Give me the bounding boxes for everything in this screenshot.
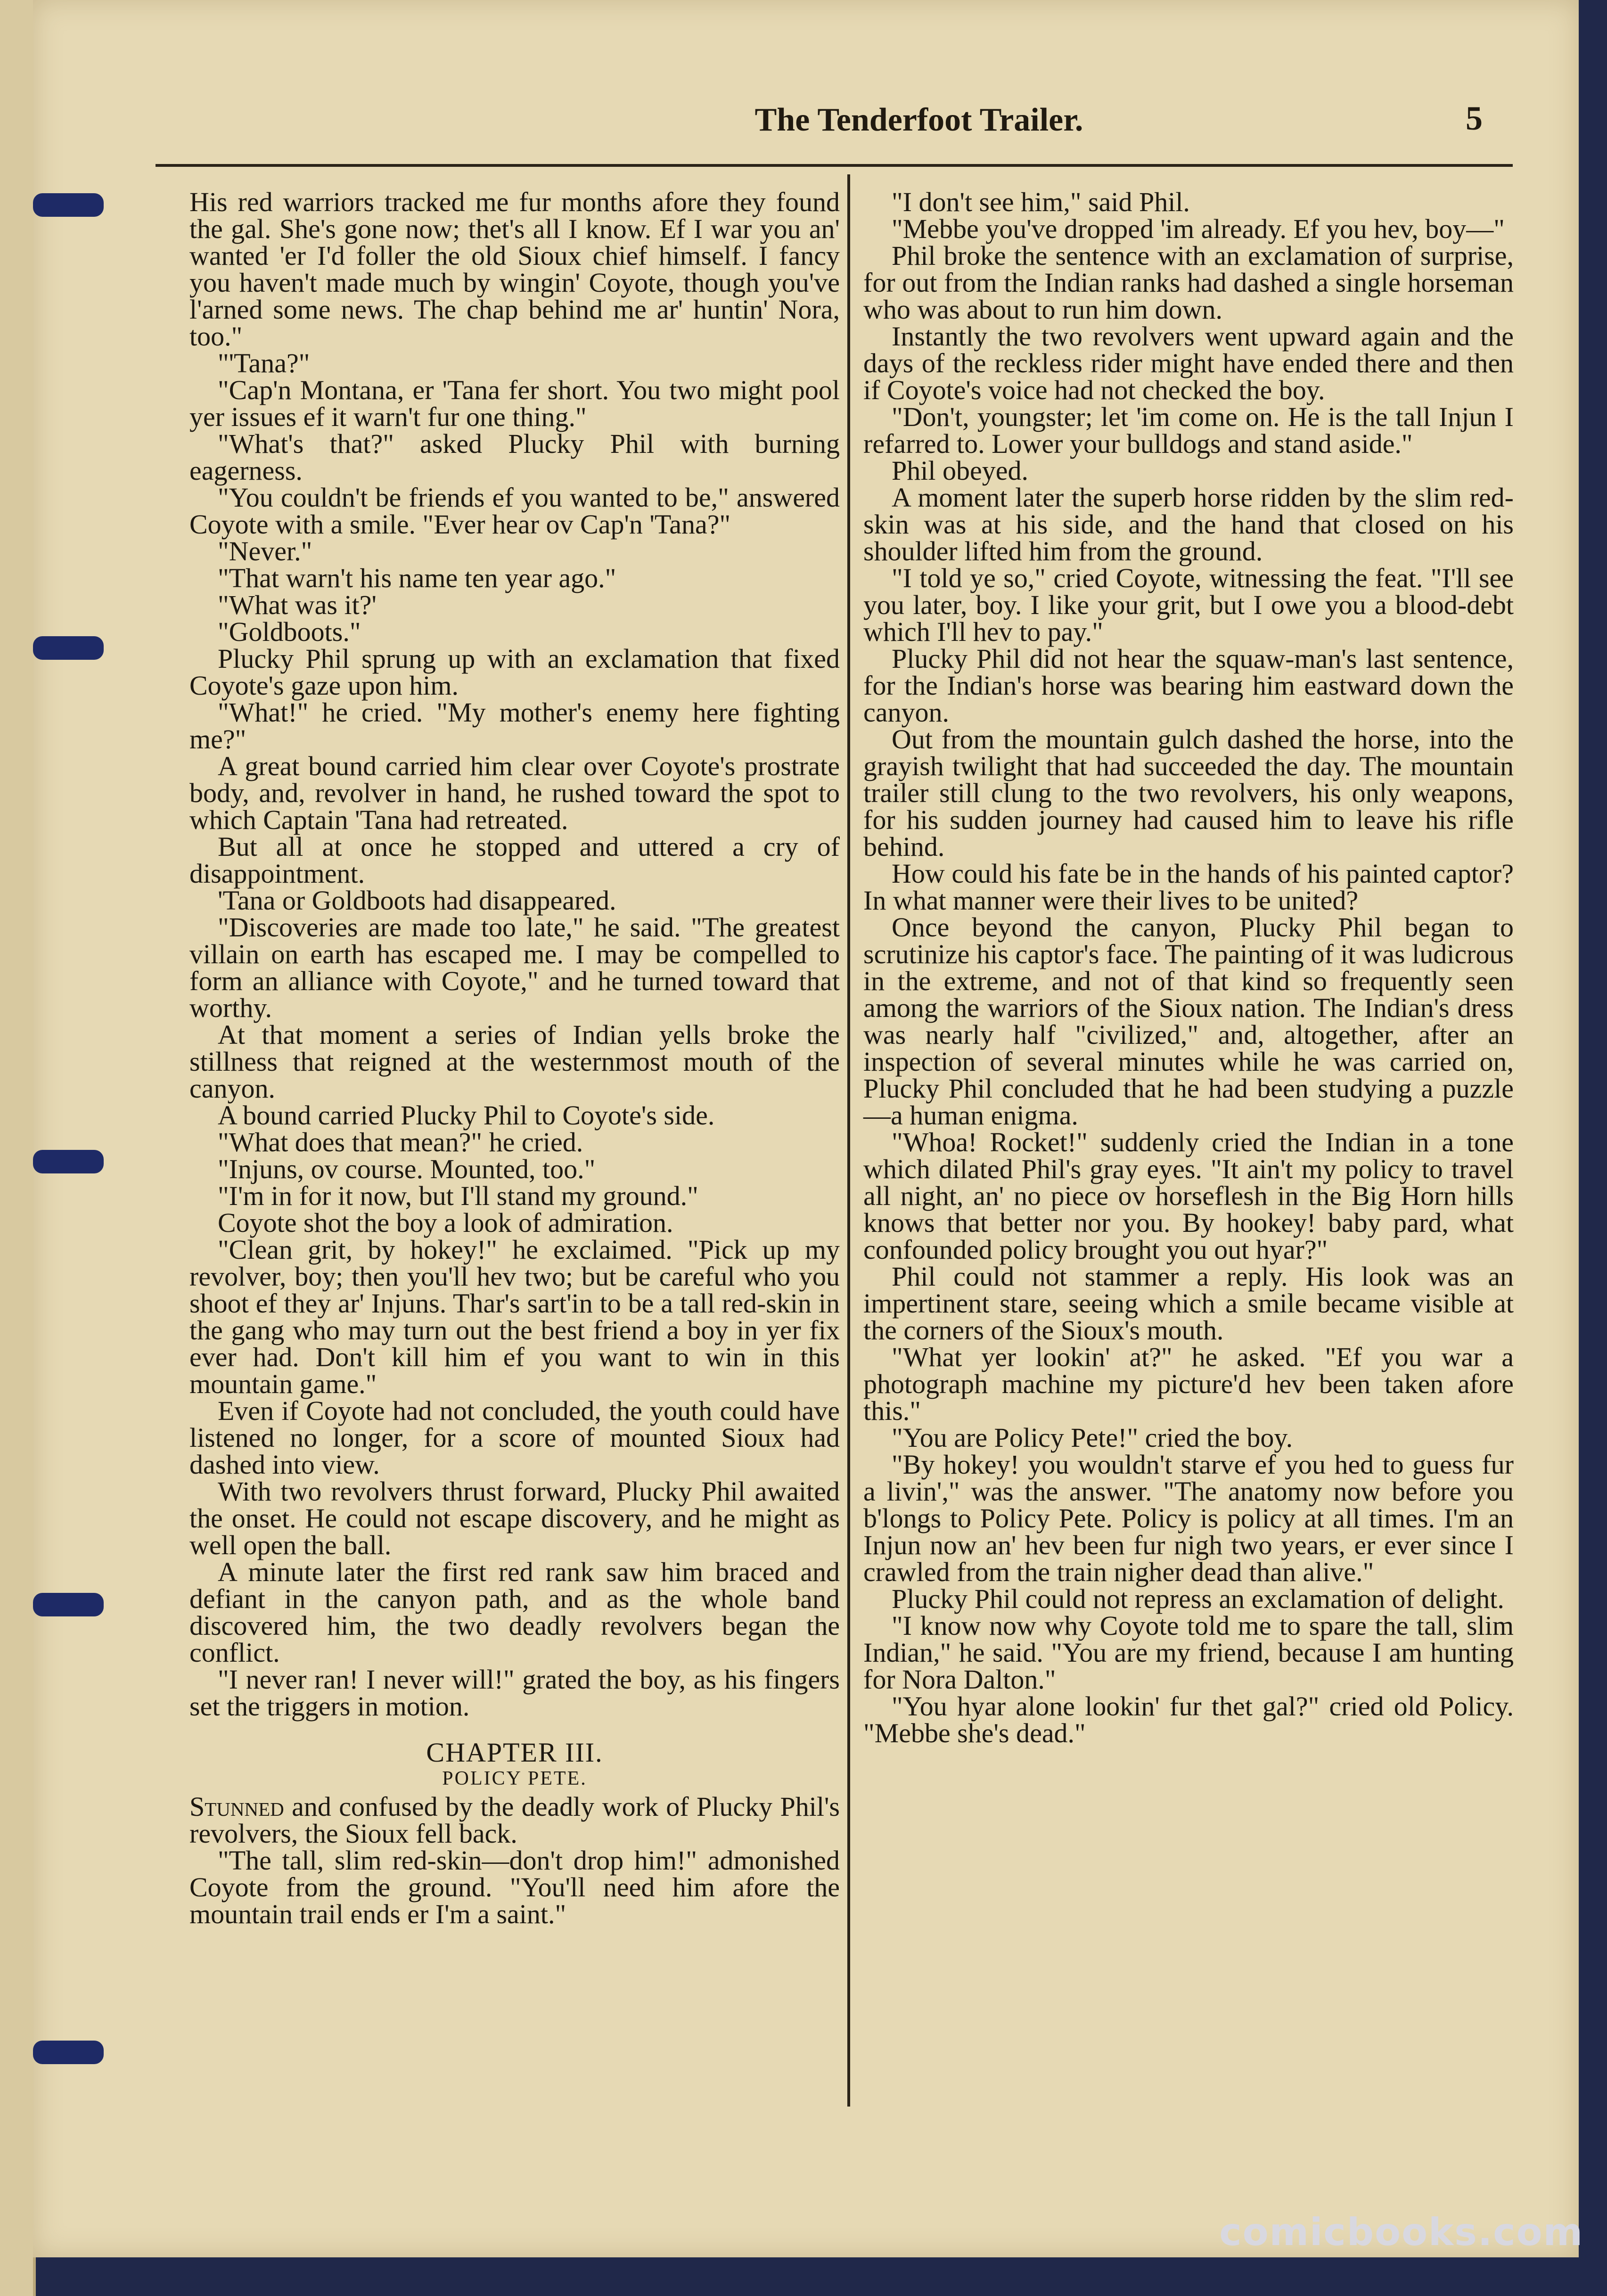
paragraph: Phil broke the sentence with an exclamation of surprise, for out from the Indian ranks had dashed a single horseman who was about to run him down.: [863, 240, 1514, 325]
paragraph: "Cap'n Montana, er 'Tana fer short. You two might pool yer issues ef it warn't fur one thing.": [189, 375, 840, 432]
paragraph: "Mebbe you've dropped 'im already. Ef you hev, boy—": [892, 213, 1505, 244]
paragraph: "Clean grit, by hokey!" he exclaimed. "Pick up my revolver, boy; then you'll hev two; but be careful who you shoot ef they ar' Injuns. Thar's sart'in to be a tall red-skin in the gang who may turn out the best friend a boy in yer fix ever had. Don't kill him ef you want to win in this mountain game.": [189, 1234, 840, 1399]
column-divider: [847, 174, 850, 2107]
left-column-paragraphs-after: [189, 1847, 840, 1927]
binding-stitch: [33, 2041, 104, 2064]
paragraph: Plucky Phil did not hear the squaw-man's last sentence, for the Indian's horse was bearing him eastward down the canyon.: [863, 643, 1514, 728]
paragraph: His red warriors tracked me fur months afore they found the gal. She's gone now; thet's all I know. Ef I war you an' wanted 'er I'd foller the old Sioux chief himself. I fancy you haven't made much by wingin' Coyote, though you've l'arned some news. The chap behind me ar' huntin' Nora, too.": [189, 187, 840, 352]
paragraph: Phil obeyed.: [892, 455, 1028, 486]
paragraph: "I don't see him," said Phil.: [892, 187, 1190, 217]
paragraph: "What does that mean?" he cried.: [218, 1127, 583, 1157]
chapter-lead-rest: and confused by the deadly work of Plucky Phil's revolvers, the Sioux fell back.: [189, 1791, 840, 1849]
paragraph: Coyote shot the boy a look of admiration.: [218, 1207, 673, 1238]
left-column: [189, 189, 840, 1927]
paragraph: 'Tana or Goldboots had disappeared.: [218, 885, 616, 916]
paragraph: Plucky Phil could not repress an exclamation of delight.: [892, 1583, 1504, 1614]
binding-stitch: [33, 1593, 104, 1616]
paragraph: "What!" he cried. "My mother's enemy here fighting me?": [189, 697, 840, 754]
paragraph: Instantly the two revolvers went upward again and the days of the reckless rider might have ended there and then if Coyote's voice had not checked the boy.: [863, 321, 1514, 405]
paragraph: A bound carried Plucky Phil to Coyote's side.: [218, 1100, 715, 1131]
site-watermark: comicbooks.com: [1219, 2210, 1583, 2254]
paragraph: "I know now why Coyote told me to spare the tall, slim Indian," he said. "You are my friend, because I am hunting for Nora Dalton.": [863, 1610, 1514, 1695]
paragraph: "'Tana?": [218, 348, 310, 378]
paragraph: "I told ye so," cried Coyote, witnessing the feat. "I'll see you later, boy. I like your grit, but I owe you a blood-debt which I'll hev to pay.": [863, 563, 1514, 647]
paragraph: "That warn't his name ten year ago.": [218, 563, 616, 593]
chapter-lead-word: Stunned: [189, 1791, 284, 1822]
paragraph: A minute later the first red rank saw him braced and defiant in the canyon path, and as the whole band discovered him, the two deadly revolvers began the conflict.: [189, 1557, 840, 1668]
paragraph: At that moment a series of Indian yells broke the stillness that reigned at the westernmost mouth of the canyon.: [189, 1019, 840, 1104]
paragraph: "By hokey! you wouldn't starve ef you hed to guess fur a livin'," was the answer. "The anatomy now before you b'longs to Policy Pete. Policy is policy at all times. I'm an Injun now an' hev been fur nigh two years, er ever since I crawled from the train nigher dead than alive.": [863, 1449, 1514, 1587]
left-column-paragraphs: [189, 189, 840, 1720]
paragraph: With two revolvers thrust forward, Plucky Phil awaited the onset. He could not escape discovery, and he might as well open the ball.: [189, 1476, 840, 1560]
paragraph: "You couldn't be friends ef you wanted to be," answered Coyote with a smile. "Ever hear ov Cap'n 'Tana?": [189, 482, 840, 540]
paragraph: "What's that?" asked Plucky Phil with burning eagerness.: [189, 428, 840, 486]
right-column-paragraphs: [863, 189, 1514, 1747]
chapter-subtitle: POLICY PETE.: [442, 1768, 587, 1789]
paragraph: A great bound carried him clear over Coyote's prostrate body, and, revolver in hand, he rushed toward the spot to which Captain 'Tana had retreated.: [189, 751, 840, 835]
paragraph: "You are Policy Pete!" cried the boy.: [892, 1422, 1293, 1453]
paragraph: "Goldboots.": [218, 616, 361, 647]
page-number: 5: [1466, 99, 1483, 137]
running-title: The Tenderfoot Trailer.: [754, 102, 1083, 138]
paragraph: Phil could not stammer a reply. His look was an impertinent stare, seeing which a smile became visible at the corners of the Sioux's mouth.: [863, 1261, 1514, 1345]
binding-stitch: [33, 636, 104, 660]
paragraph: "I never ran! I never will!" grated the boy, as his fingers set the triggers in motion.: [189, 1664, 840, 1722]
paragraph: "What yer lookin' at?" he asked. "Ef you war a photograph machine my picture'd hev been taken afore this.": [863, 1342, 1514, 1426]
paragraph: How could his fate be in the hands of his painted captor? In what manner were their lives to be united?: [863, 858, 1514, 916]
paragraph: "Injuns, ov course. Mounted, too.": [218, 1154, 596, 1184]
chapter-title: CHAPTER III.: [426, 1737, 603, 1768]
paragraph: "You hyar alone lookin' fur thet gal?" cried old Policy. "Mebbe she's dead.": [863, 1691, 1514, 1748]
paragraph: "Never.": [218, 536, 312, 566]
paragraph: But all at once he stopped and uttered a cry of disappointment.: [189, 831, 840, 889]
paragraph: Even if Coyote had not concluded, the youth could have listened no longer, for a score of mounted Sioux had dashed into view.: [189, 1395, 840, 1480]
binding-edge: [0, 0, 36, 2296]
paragraph: Plucky Phil sprung up with an exclamation that fixed Coyote's gaze upon him.: [189, 643, 840, 701]
binding-stitch: [33, 193, 104, 217]
binding-stitch: [33, 1150, 104, 1173]
paragraph: "Whoa! Rocket!" suddenly cried the Indian in a tone which dilated Phil's gray eyes. "It ain't my policy to travel all night, an' no piece ov horseflesh in the Big Horn hills knows that better nor you. By hookey! baby pard, what confounded policy brought you out hyar?": [863, 1127, 1514, 1265]
header-rule: [156, 164, 1513, 167]
right-column: [863, 189, 1514, 1747]
paragraph: "What was it?': [218, 590, 377, 620]
paragraph: "Don't, youngster; let 'im come on. He is the tall Injun I refarred to. Lower your bulldogs and stand aside.": [863, 402, 1514, 459]
paragraph: A moment later the superb horse ridden by the slim red-skin was at his side, and the hand that closed on his shoulder lifted him from the ground.: [863, 482, 1514, 566]
paragraph: "The tall, slim red-skin—don't drop him!" admonished Coyote from the ground. "You'll need him afore the mountain trail ends er I'm a saint.": [189, 1845, 840, 1929]
paragraph: "I'm in for it now, but I'll stand my ground.": [218, 1181, 698, 1211]
paragraph: Out from the mountain gulch dashed the horse, into the grayish twilight that had succeeded the day. The mountain trailer still clung to the two revolvers, his only weapons, for his sudden journey had caused him to leave his rifle behind.: [863, 724, 1514, 862]
paragraph: Once beyond the canyon, Plucky Phil began to scrutinize his captor's face. The painting of it was ludicrous in the extreme, and not of that kind so frequently seen among the warriors of the Sioux nation. The Indian's dress was nearly half "civilized," and, altogether, after an inspection of several minutes while he was carried on, Plucky Phil concluded that he had been studying a puzzle—a human enigma.: [863, 912, 1514, 1131]
chapter-lead-paragraph: [189, 1793, 840, 1847]
paragraph: "Discoveries are made too late," he said. "The greatest villain on earth has escaped me. I may be compelled to form an alliance with Coyote," and he turned toward that worthy.: [189, 912, 840, 1023]
